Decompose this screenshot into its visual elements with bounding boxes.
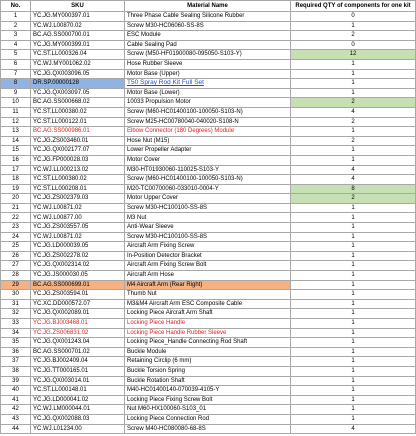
cell-qty: 1 [291, 366, 416, 376]
cell-sku: YC.JG.QX002177.07 [31, 146, 125, 156]
cell-no: 2 [1, 21, 31, 31]
cell-no: 40 [1, 386, 31, 396]
cell-qty: 2 [291, 117, 416, 127]
cell-sku: YC.JG.JS000030.05 [31, 271, 125, 281]
table-row [1, 213, 416, 223]
table-row [1, 251, 416, 261]
cell-no: 7 [1, 69, 31, 79]
cell-qty: 1 [291, 386, 416, 396]
cell-material-name: In-Position Detector Bracket [125, 251, 291, 261]
cell-sku: YC.JG.LD000041.02 [31, 395, 125, 405]
cell-material-name: Locking Piece Connection Rod [125, 414, 291, 424]
cell-material-name: Screw M40-HC080080-68-8S [125, 424, 291, 434]
cell-material-name: M20-TC00700060-033010-0004-Y [125, 184, 291, 194]
cell-material-name: Motor Base (Lower) [125, 88, 291, 98]
table-row [1, 395, 416, 405]
cell-no: 43 [1, 414, 31, 424]
cell-material-name: Thumb Nut [125, 290, 291, 300]
cell-qty: 1 [291, 395, 416, 405]
cell-material-name: Motor Upper Cover [125, 194, 291, 204]
cell-sku: YC.WJ.L00877.00 [31, 213, 125, 223]
cell-material-name: M30-HT01930060-110025-S103-Y [125, 165, 291, 175]
cell-sku: YC.JG.MY000397.01 [31, 12, 125, 22]
table-row [1, 194, 416, 204]
cell-no: 12 [1, 117, 31, 127]
header-sku: SKU [31, 1, 125, 12]
cell-material-name: Buckle Rotation Shaft [125, 376, 291, 386]
cell-no: 16 [1, 155, 31, 165]
cell-material-name: M40-HC01400140-070039-4105-Y [125, 386, 291, 396]
cell-no: 36 [1, 347, 31, 357]
cell-material-name: Elbow Connector (180 Degrees) Module [125, 127, 291, 137]
table-row [1, 347, 416, 357]
table-row [1, 203, 416, 213]
cell-sku: YC.JG.ZS003557.05 [31, 223, 125, 233]
cell-sku: YC.JG.QX003097.05 [31, 88, 125, 98]
table-row [1, 405, 416, 415]
table-row [1, 117, 416, 127]
cell-sku: BC.AG.SS000700.01 [31, 31, 125, 41]
cell-material-name: Screw (M60-HC01400100-100050-S103-N) [125, 175, 291, 185]
cell-no: 19 [1, 184, 31, 194]
cell-no: 39 [1, 376, 31, 386]
table-row [1, 309, 416, 319]
cell-material-name: Buckle Module [125, 347, 291, 357]
cell-sku: YC.JG.TT000165.01 [31, 366, 125, 376]
cell-no: 10 [1, 98, 31, 108]
table-row [1, 50, 416, 60]
cell-material-name: Locking Piece Aircraft Arm Shaft [125, 309, 291, 319]
cell-material-name: Screw M30-HC06060-SS-8S [125, 21, 291, 31]
cell-sku: YC.JG.QX002088.03 [31, 414, 125, 424]
table-row [1, 328, 416, 338]
cell-sku: YC.WJ.L00871.02 [31, 232, 125, 242]
cell-no: 4 [1, 40, 31, 50]
cell-qty: 4 [291, 175, 416, 185]
cell-no: 26 [1, 251, 31, 261]
cell-material-name: Screw (M60-HC01400100-100050-S103-N) [125, 107, 291, 117]
cell-sku: YC.JG.ZS003460.01 [31, 136, 125, 146]
table-row [1, 40, 416, 50]
cell-qty: 1 [291, 309, 416, 319]
cell-no: 28 [1, 271, 31, 281]
table-row [1, 290, 416, 300]
cell-no: 18 [1, 175, 31, 185]
cell-qty: 2 [291, 136, 416, 146]
cell-material-name: Locking Piece Handle [125, 319, 291, 329]
cell-qty: 1 [291, 146, 416, 156]
cell-qty: 1 [291, 232, 416, 242]
cell-no: 3 [1, 31, 31, 41]
cell-qty: 2 [291, 98, 416, 108]
cell-qty: 1 [291, 155, 416, 165]
cell-sku: YC.WJ.LM000044.01 [31, 405, 125, 415]
table-row [1, 155, 416, 165]
cell-sku: YC.WJ.L01234.00 [31, 424, 125, 434]
cell-no: 22 [1, 213, 31, 223]
cell-material-name: Cable Sealing Pad [125, 40, 291, 50]
cell-sku: YC.ST.LL000380.02 [31, 107, 125, 117]
cell-qty: 1 [291, 261, 416, 271]
cell-material-name: Locking Piece Fixing Screw Bolt [125, 395, 291, 405]
cell-sku: BC.AG.SS000699.01 [31, 280, 125, 290]
cell-no: 31 [1, 299, 31, 309]
cell-material-name: M3&M4 Aircraft Arm ESC Composite Cable [125, 299, 291, 309]
cell-material-name: Screw M30-HC100100-SS-8S [125, 232, 291, 242]
cell-qty: 1 [291, 405, 416, 415]
cell-material-name: Aircraft Arm Fixing Screw Bolt [125, 261, 291, 271]
cell-sku: YC.ST.LL000148.01 [31, 386, 125, 396]
cell-sku: DR.SP.00000128 [31, 79, 125, 89]
cell-sku: YC.JG.ZS006831.02 [31, 328, 125, 338]
cell-sku: YC.WJ.L00870.02 [31, 21, 125, 31]
cell-sku: YC.JG.BJ002409.04 [31, 357, 125, 367]
cell-material-name: Retaining Circlip (6 mm) [125, 357, 291, 367]
cell-qty: 1 [291, 319, 416, 329]
cell-qty: 4 [291, 424, 416, 434]
cell-sku: YC.ST.LL000326.04 [31, 50, 125, 60]
cell-material-name: Locking Piece_Handle Connecting Rod Shaft [125, 338, 291, 348]
cell-sku: YC.JG.QX003096.05 [31, 69, 125, 79]
cell-material-name: Hose Nut (M15) [125, 136, 291, 146]
table-row [1, 165, 416, 175]
table-row [1, 232, 416, 242]
cell-qty: 1 [291, 357, 416, 367]
cell-qty: 1 [291, 79, 416, 89]
cell-no: 33 [1, 319, 31, 329]
cell-no: 15 [1, 146, 31, 156]
cell-sku: YC.JG.QX002314.02 [31, 261, 125, 271]
cell-material-name: Nut M60-HX100060-S103_01 [125, 405, 291, 415]
cell-no: 35 [1, 338, 31, 348]
cell-sku: BC.AG.SS000668.02 [31, 98, 125, 108]
cell-qty: 1 [291, 338, 416, 348]
table-row [1, 12, 416, 22]
cell-qty: 1 [291, 69, 416, 79]
cell-no: 44 [1, 424, 31, 434]
cell-no: 37 [1, 357, 31, 367]
cell-qty: 0 [291, 40, 416, 50]
table-row [1, 107, 416, 117]
cell-no: 14 [1, 136, 31, 146]
cell-no: 8 [1, 79, 31, 89]
cell-material-name: Hose Rubber Sleeve [125, 59, 291, 69]
cell-qty: 1 [291, 299, 416, 309]
cell-qty: 1 [291, 347, 416, 357]
cell-no: 38 [1, 366, 31, 376]
table-row [1, 414, 416, 424]
table-row [1, 261, 416, 271]
cell-material-name: M4 Aircraft Arm (Rear Right) [125, 280, 291, 290]
cell-sku: YC.JG.ZS003594.01 [31, 290, 125, 300]
cell-no: 17 [1, 165, 31, 175]
cell-sku: BC.AG.SS000701.02 [31, 347, 125, 357]
cell-material-name: 10033 Propulsion Motor [125, 98, 291, 108]
cell-qty: 1 [291, 414, 416, 424]
cell-material-name[interactable]: T50 Spray Rod Kit Full Set [125, 79, 291, 89]
cell-sku: YC.ST.LL000208.01 [31, 184, 125, 194]
cell-qty: 1 [291, 280, 416, 290]
cell-material-name: Motor Base (Upper) [125, 69, 291, 79]
cell-no: 25 [1, 242, 31, 252]
table-row [1, 136, 416, 146]
cell-qty: 1 [291, 88, 416, 98]
header-required-qty: Required QTY of components for one kit [291, 1, 416, 12]
table-row [1, 299, 416, 309]
cell-qty: 4 [291, 165, 416, 175]
table-row [1, 338, 416, 348]
cell-material-name: Aircraft Arm Hose [125, 271, 291, 281]
cell-no: 5 [1, 50, 31, 60]
cell-qty: 1 [291, 242, 416, 252]
table-row [1, 31, 416, 41]
cell-qty: 1 [291, 127, 416, 137]
cell-qty: 12 [291, 50, 416, 60]
cell-qty: 0 [291, 12, 416, 22]
table-row [1, 357, 416, 367]
cell-no: 23 [1, 223, 31, 233]
cell-no: 34 [1, 328, 31, 338]
cell-material-name: Locking Piece Handle Rubber Sleeve [125, 328, 291, 338]
table-row [1, 242, 416, 252]
cell-sku: YC.ST.LL000380.02 [31, 175, 125, 185]
cell-no: 41 [1, 395, 31, 405]
cell-no: 32 [1, 309, 31, 319]
cell-qty: 1 [291, 21, 416, 31]
cell-material-name: Screw M25-HC00780040-040020-S108-N [125, 117, 291, 127]
cell-qty: 2 [291, 31, 416, 41]
cell-no: 20 [1, 194, 31, 204]
header-no: No. [1, 1, 31, 12]
table-row [1, 271, 416, 281]
cell-qty: 4 [291, 107, 416, 117]
cell-qty: 8 [291, 184, 416, 194]
cell-material-name: Three Phase Cable Sealing Silicone Rubber [125, 12, 291, 22]
cell-material-name: Buckle Torsion Spring [125, 366, 291, 376]
cell-qty: 1 [291, 223, 416, 233]
cell-qty: 1 [291, 290, 416, 300]
cell-material-name: Aircraft Arm Fixing Screw [125, 242, 291, 252]
cell-qty: 1 [291, 376, 416, 386]
cell-material-name: M3 Nut [125, 213, 291, 223]
table-row [1, 88, 416, 98]
cell-material-name: ESC Module [125, 31, 291, 41]
table-row [1, 280, 416, 290]
table-row [1, 319, 416, 329]
table-row [1, 69, 416, 79]
cell-sku: YC.JG.QX001243.04 [31, 338, 125, 348]
table-row [1, 79, 416, 89]
cell-no: 11 [1, 107, 31, 117]
cell-material-name: Screw (M50-HF01900080-095050-S103-Y) [125, 50, 291, 60]
cell-qty: 2 [291, 194, 416, 204]
cell-qty: 1 [291, 213, 416, 223]
header-row [1, 1, 416, 12]
cell-material-name: Lower Propeller Adapter [125, 146, 291, 156]
cell-sku: YC.JG.MY000399.01 [31, 40, 125, 50]
cell-qty: 1 [291, 271, 416, 281]
cell-no: 21 [1, 203, 31, 213]
table-row [1, 59, 416, 69]
cell-sku: YC.JG.LD000039.05 [31, 242, 125, 252]
table-row [1, 366, 416, 376]
cell-sku: YC.JG.BJ003468.01 [31, 319, 125, 329]
cell-material-name: Anti-Wear Sleeve [125, 223, 291, 233]
cell-sku: BC.AG.SS000986.01 [31, 127, 125, 137]
cell-no: 9 [1, 88, 31, 98]
cell-sku: YC.WJ.MY001062.02 [31, 59, 125, 69]
cell-no: 13 [1, 127, 31, 137]
cell-qty: 1 [291, 59, 416, 69]
table-row [1, 127, 416, 137]
cell-sku: YC.WJ.LL000213.02 [31, 165, 125, 175]
cell-no: 29 [1, 280, 31, 290]
cell-qty: 1 [291, 328, 416, 338]
header-material-name: Material Name [125, 1, 291, 12]
cell-sku: YC.JG.QX002089.01 [31, 309, 125, 319]
cell-qty: 1 [291, 251, 416, 261]
table-row [1, 386, 416, 396]
cell-material-name: Screw M30-HC100100-SS-8S [125, 203, 291, 213]
table-row [1, 146, 416, 156]
cell-qty: 1 [291, 203, 416, 213]
cell-sku: YC.JG.QX003014.01 [31, 376, 125, 386]
cell-sku: YC.JG.ZS002379.03 [31, 194, 125, 204]
table-row [1, 184, 416, 194]
cell-sku: YC.JG.ZS002278.02 [31, 251, 125, 261]
table-row [1, 175, 416, 185]
cell-no: 24 [1, 232, 31, 242]
cell-no: 27 [1, 261, 31, 271]
table-row [1, 21, 416, 31]
cell-sku: YC.ST.LL000122.01 [31, 117, 125, 127]
cell-material-name: Motor Cover [125, 155, 291, 165]
cell-sku: YC.WJ.L00871.02 [31, 203, 125, 213]
table-row [1, 424, 416, 434]
table-row [1, 98, 416, 108]
cell-no: 6 [1, 59, 31, 69]
cell-no: 42 [1, 405, 31, 415]
table-row [1, 376, 416, 386]
cell-sku: YC.XC.DD000572.07 [31, 299, 125, 309]
cell-no: 30 [1, 290, 31, 300]
table-row [1, 223, 416, 233]
cell-no: 1 [1, 12, 31, 22]
cell-sku: YC.JG.FP000028.03 [31, 155, 125, 165]
